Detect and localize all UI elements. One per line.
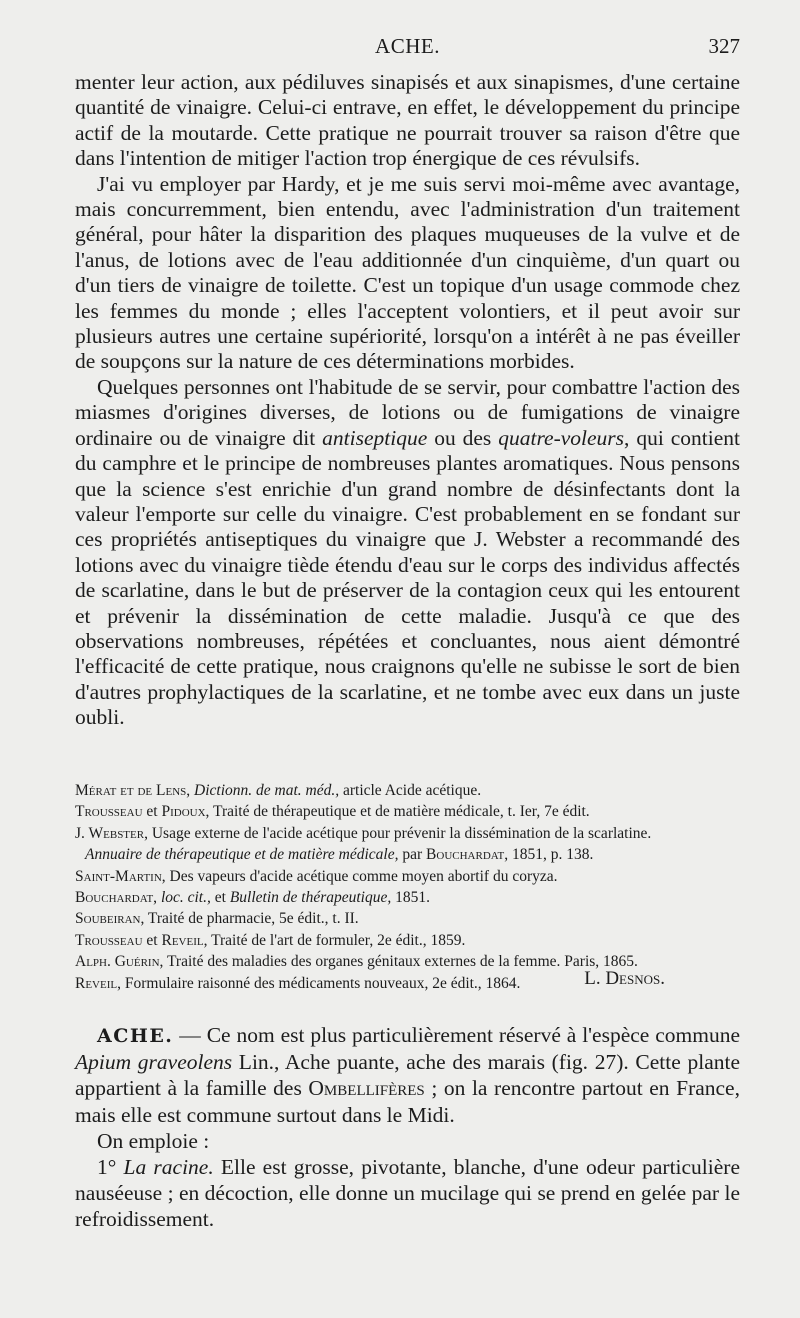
ref-text: Des vapeurs d'acide acétique comme moyen abortif du coryza.: [165, 867, 558, 885]
entry-text: — Ce nom est plus particulièrement réservé à l'espèce commune: [173, 1023, 740, 1047]
reference-item: [75, 887, 740, 908]
running-header: [75, 34, 740, 64]
entry-ache: [75, 1022, 740, 1233]
entry-paragraph-3: [75, 1154, 740, 1233]
main-text: [75, 70, 740, 731]
ref-title: loc. cit.,: [157, 889, 211, 907]
paragraph-3-text: Quelques personnes ont l'habitude de se servir, pour combattre l'action des miasmes d'origines diverses, de lotions ou de fumigations de vinaigre ordinaire ou de vinaigre dit: [75, 374, 740, 450]
italic-quatre-voleurs: quatre-voleurs: [498, 425, 625, 450]
entry-subheading: La racine.: [123, 1155, 214, 1180]
reference-item: [75, 780, 740, 801]
entry-text: Lin., Ache puante, ache des marais (fig. 27). Cette plante appartient à la famille des: [75, 1050, 741, 1101]
author-signature: L. Desnos.: [584, 968, 665, 989]
ref-text: Traité de pharmacie, 5e édit., t. II.: [144, 910, 359, 928]
ref-text: et: [142, 803, 162, 821]
reference-item: [75, 866, 740, 887]
ref-author: Pidoux,: [161, 803, 210, 821]
ref-author: Trousseau: [75, 931, 143, 949]
reference-item: [75, 908, 740, 929]
ref-author: Alph. Guérin,: [75, 953, 164, 971]
ref-text: par: [398, 846, 427, 864]
reference-item: [75, 823, 740, 844]
entry-paragraph-1: [75, 1022, 740, 1128]
paragraph-3-text: , qui contient du camphre et le principe de nombreuses plantes aromatiques. Nous pensons que la science s'est enrichie d'un grand nombre de désinfectants dont la valeur l'emporte sur celle du vinaigre. C'est probablement en se fondant sur ces propriétés antiseptiques du vinaigre que J. Webster a recommandé des lotions avec du vinaigre tiède étendu d'eau sur le corps des individus affectés de scarlatine, dans le but de préserver de la contagion ceux qui les entourent et prévenir la dissémination de cette maladie. Jusqu'à ce que des observations nombreuses, répétées et concluantes, nous aient démontré l'efficacité de cette pratique, nous craignons qu'elle ne subisse le sort de bien d'autres prophylactiques de la scarlatine, et ne tombe avec eux dans un juste oubli.: [75, 425, 740, 730]
reference-item: [75, 801, 740, 822]
ref-text: Traité des maladies des organes génitaux externes de la femme. Paris, 1865.: [163, 953, 638, 971]
paragraph-2: J'ai vu employer par Hardy, et je me suis servi moi-même avec avantage, mais concurremment, bien entendu, avec l'administration d'un traitement général, pour hâter la disparition des plaques muqueuses de la vulve et de l'anus, de lotions avec de l'eau additionnée d'un cinquième, d'un quart ou d'un tiers de vinaigre de toilette. C'est un topique d'un usage commode chez les femmes du monde ; elles l'acceptent volontiers, et il peut avoir sur plusieurs autres une certaine supériorité, lorsqu'on a intérêt à ne pas éveiller de soupçons sur la nature de ces déterminations morbides.: [75, 171, 740, 374]
ref-author: Bouchardat,: [75, 889, 158, 907]
ref-author: Mérat et de Lens,: [75, 782, 191, 799]
paragraph-3: [75, 375, 740, 731]
reference-item: [75, 844, 740, 865]
ref-text: Usage externe de l'acide acétique pour prévenir la dissémination de la scarlatine.: [147, 824, 652, 842]
ref-author: Soubeiran,: [75, 910, 145, 928]
ref-title: Dictionn. de mat. méd.,: [190, 782, 340, 799]
ref-author: Reveil,: [75, 974, 121, 992]
paragraph-1: menter leur action, aux pédiluves sinapisés et aux sinapismes, d'une certaine quantité de vinaigre. Celui-ci entrave, en effet, le développement du principe actif de la moutarde. Cette pratique ne pourrait trouver sa raison d'être que dans l'intention de mitiger l'action trop énergique de ces révulsifs.: [75, 70, 740, 171]
entry-family-name: Ombellifères: [308, 1076, 425, 1101]
ref-author: Bouchardat,: [426, 846, 509, 864]
ref-text: Traité de l'art de formuler, 2e édit., 1859.: [207, 931, 466, 949]
page-number: 327: [708, 34, 740, 58]
entry-paragraph-2: On emploie :: [97, 1128, 210, 1153]
ref-text: Formulaire raisonné des médicaments nouveaux, 2e édit., 1864.: [120, 974, 521, 992]
entry-text: Elle est grosse, pivotante, blanche, d'une odeur particulière nauséeuse ; en décoction, elle donne un mucilage qui se prend en gelée par le refroidissement.: [75, 1155, 740, 1232]
reference-item: [75, 930, 740, 951]
ref-author: Reveil,: [161, 931, 208, 949]
paragraph-3-text: ou des: [427, 425, 499, 450]
running-title: ACHE.: [375, 34, 440, 58]
bibliography: [75, 780, 740, 994]
ref-title: Bulletin de thérapeutique,: [229, 889, 392, 907]
entry-headword: ACHE.: [97, 1025, 174, 1047]
ref-text: 1851.: [391, 889, 430, 907]
ref-author: Saint-Martin,: [75, 867, 166, 885]
ref-text: et: [142, 931, 162, 949]
entry-text: 1°: [97, 1155, 124, 1180]
ref-title: Annuaire de thérapeutique et de matière médicale,: [85, 846, 399, 864]
ref-text: Traité de thérapeutique et de matière médicale, t. Ier, 7e édit.: [209, 803, 590, 821]
entry-text: ; on la rencontre partout en France, mais elle est commune surtout dans le Midi.: [75, 1076, 740, 1127]
ref-author: Trousseau: [75, 803, 143, 821]
entry-latin-name: Apium graveolens: [75, 1050, 233, 1075]
ref-text: article Acide acétique.: [339, 782, 482, 799]
ref-text: et: [210, 889, 230, 907]
ref-author: J. Webster,: [75, 824, 148, 842]
italic-antiseptique: antiseptique: [322, 425, 428, 450]
ref-text: 1851, p. 138.: [508, 846, 594, 864]
